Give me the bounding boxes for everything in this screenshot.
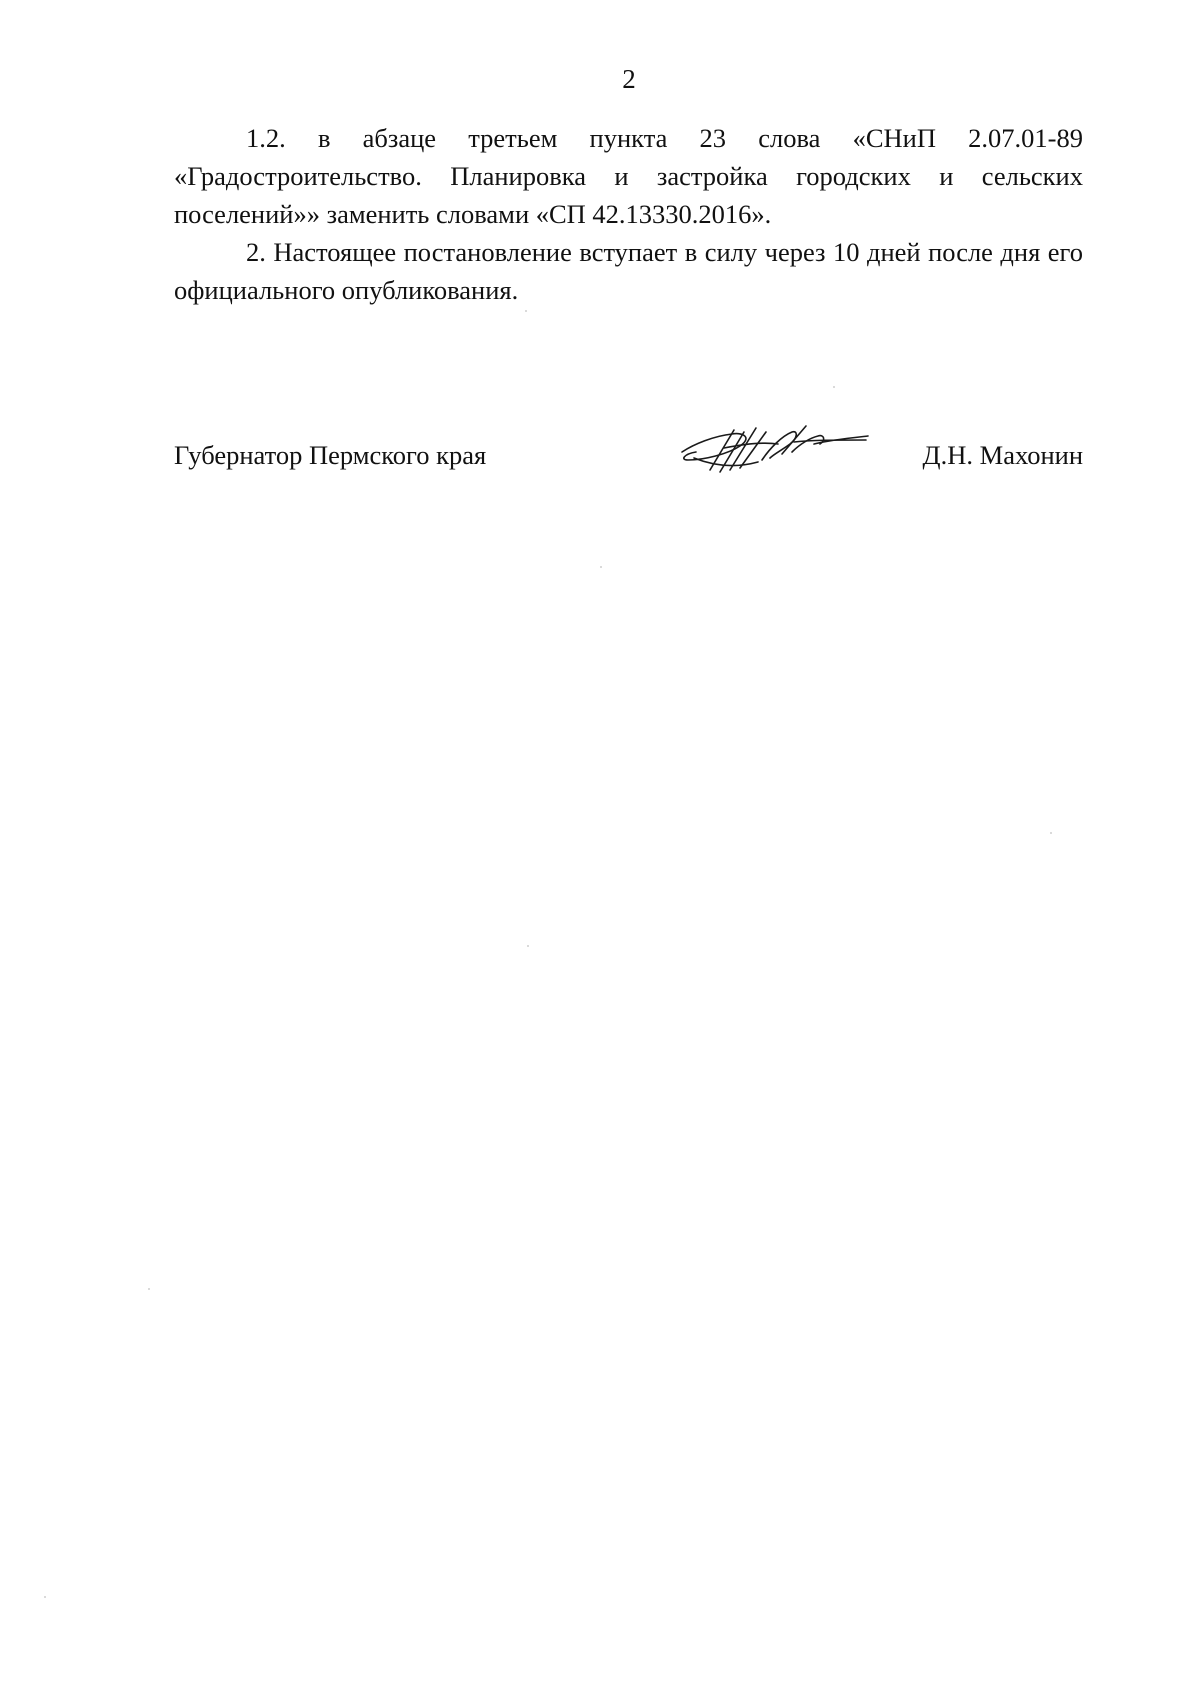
scan-speck <box>148 1288 150 1290</box>
page-number: 2 <box>622 64 636 94</box>
signature-block <box>174 436 1083 496</box>
scan-speck <box>1050 832 1052 834</box>
scan-speck <box>600 566 602 568</box>
scan-speck <box>527 945 529 947</box>
signatory-position: Губернатор Пермского края <box>174 440 487 470</box>
handwritten-signature <box>674 414 874 486</box>
scan-speck <box>44 1596 46 1598</box>
paragraph-amendment: 1.2. в абзаце третьем пункта 23 слова «СНиП 2.07.01-89 «Градостроительство. Планировка и застройка городских и сельских поселений»» заменить словами «СП 42.13330.2016». <box>174 123 1083 229</box>
scan-speck <box>525 310 527 312</box>
scan-speck <box>833 386 835 388</box>
paragraph-effective-date: 2. Настоящее постановление вступает в силу через 10 дней после дня его официального опубликования. <box>174 237 1083 305</box>
document-body <box>174 119 1083 309</box>
signatory-name: Д.Н. Махонин <box>922 440 1083 470</box>
